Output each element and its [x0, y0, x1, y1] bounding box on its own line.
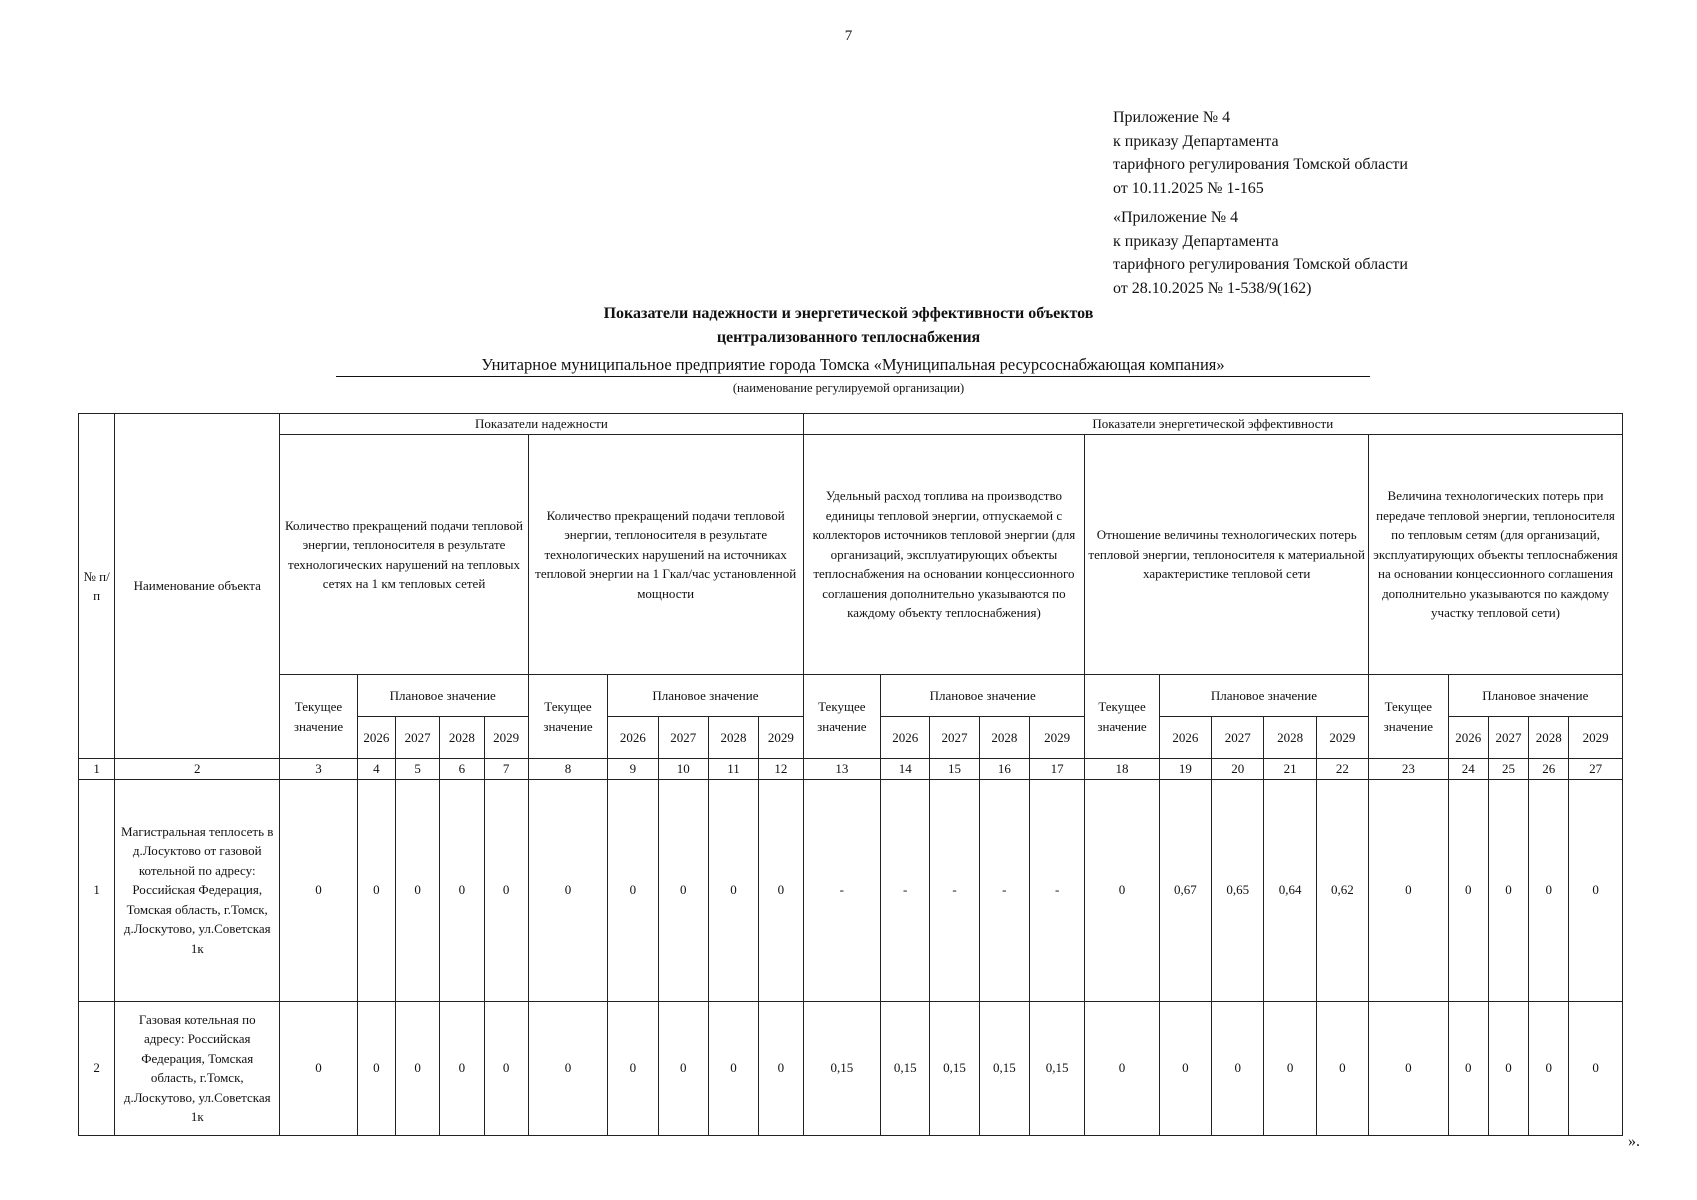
value-cell: 0,15 — [803, 1001, 880, 1135]
indicator-header: Удельный расход топлива на производство единицы тепловой энергии, отпускаемой с коллекторов источников тепловой энергии (для организаций, эксплуатирующих объекты теплоснабжения на основании концессионного соглашения дополнительно указываются по каждому объекту теплоснабжения) — [803, 435, 1085, 675]
column-number-cell: 23 — [1369, 759, 1448, 780]
year-header: 2027 — [1488, 717, 1528, 759]
value-cell: - — [979, 779, 1029, 1001]
column-number-cell: 13 — [803, 759, 880, 780]
column-number-cell: 6 — [440, 759, 484, 780]
column-number-cell: 11 — [708, 759, 758, 780]
header-reliability-group: Показатели надежности — [280, 414, 803, 435]
appendix-line: к приказу Департамента — [1113, 132, 1279, 150]
column-number-cell: 22 — [1316, 759, 1368, 780]
column-number-cell: 24 — [1448, 759, 1488, 780]
closing-quote: ». — [1628, 1133, 1640, 1150]
value-cell: 0 — [1369, 1001, 1448, 1135]
indicator-header: Количество прекращений подачи тепловой энергии, теплоносителя в результате технологических нарушений на источниках тепловой энергии на 1 Гкал/час установленной мощности — [528, 435, 803, 675]
appendix-current — [1113, 106, 1513, 200]
current-value-header: Текущее значение — [528, 675, 607, 759]
year-header: 2029 — [1029, 717, 1084, 759]
column-number-cell: 7 — [484, 759, 528, 780]
value-cell: 0 — [528, 1001, 607, 1135]
value-cell: 0 — [484, 779, 528, 1001]
value-cell: 0 — [1488, 779, 1528, 1001]
document-title: Показатели надежности и энергетической эффективности объектов — [603, 305, 1094, 322]
column-number-cell: 21 — [1264, 759, 1316, 780]
row-number: 2 — [79, 1001, 115, 1135]
value-cell: 0 — [1488, 1001, 1528, 1135]
indicator-header: Величина технологических потерь при передаче тепловой энергии, теплоносителя по тепловым сетям (для организаций, эксплуатирующих объекты теплоснабжения на основании концессионного соглашения дополнительно указываются по каждому участку тепловой сети) — [1369, 435, 1623, 675]
year-header: 2029 — [1569, 717, 1623, 759]
value-cell: 0 — [484, 1001, 528, 1135]
value-cell: 0 — [1529, 779, 1569, 1001]
column-number-cell: 27 — [1569, 759, 1623, 780]
header-object-name: Наименование объекта — [115, 414, 280, 759]
column-number-cell: 20 — [1212, 759, 1264, 780]
value-cell: 0 — [395, 779, 439, 1001]
value-cell: 0 — [1569, 1001, 1623, 1135]
value-cell: 0 — [759, 779, 803, 1001]
value-cell: 0 — [1448, 1001, 1488, 1135]
value-cell: 0 — [1316, 1001, 1368, 1135]
column-number-cell: 12 — [759, 759, 803, 780]
value-cell: 0 — [1264, 1001, 1316, 1135]
value-cell: 0 — [440, 779, 484, 1001]
value-cell: 0,15 — [930, 1001, 979, 1135]
year-header: 2026 — [1159, 717, 1211, 759]
current-value-header: Текущее значение — [1085, 675, 1159, 759]
column-number-cell: 5 — [395, 759, 439, 780]
value-cell: 0,15 — [1029, 1001, 1084, 1135]
value-cell: 0 — [608, 1001, 658, 1135]
value-cell: - — [1029, 779, 1084, 1001]
year-header: 2029 — [1316, 717, 1368, 759]
column-number-cell: 8 — [528, 759, 607, 780]
column-number-cell: 9 — [608, 759, 658, 780]
current-value-header: Текущее значение — [803, 675, 880, 759]
appendix-line: «Приложение № 4 — [1113, 209, 1239, 226]
value-cell: 0 — [1159, 1001, 1211, 1135]
column-number-cell: 3 — [280, 759, 357, 780]
value-cell: - — [930, 779, 979, 1001]
year-header: 2026 — [881, 717, 930, 759]
column-number-cell: 18 — [1085, 759, 1159, 780]
column-number-cell: 19 — [1159, 759, 1211, 780]
column-number-cell: 17 — [1029, 759, 1084, 780]
object-name-cell: Газовая котельная по адресу: Российская Федерация, Томская область, г.Томск, д.Лоскутово, ул.Советская 1к — [115, 1001, 280, 1135]
value-cell: 0,15 — [881, 1001, 930, 1135]
value-cell: 0 — [280, 1001, 357, 1135]
value-cell: 0,15 — [979, 1001, 1029, 1135]
value-cell: 0 — [759, 1001, 803, 1135]
appendix-previous — [1113, 206, 1513, 300]
column-number-cell: 16 — [979, 759, 1029, 780]
appendix-line: к приказу Департамента — [1113, 232, 1279, 250]
planned-value-header: Плановое значение — [1448, 675, 1622, 717]
value-cell: 0 — [357, 1001, 395, 1135]
value-cell: 0 — [1212, 1001, 1264, 1135]
year-header: 2026 — [357, 717, 395, 759]
indicator-header: Количество прекращений подачи тепловой энергии, теплоносителя в результате технологических нарушений на тепловых сетях на 1 км тепловых сетей — [280, 435, 529, 675]
value-cell: 0 — [658, 779, 708, 1001]
year-header: 2027 — [1212, 717, 1264, 759]
value-cell: 0 — [1448, 779, 1488, 1001]
year-header: 2027 — [658, 717, 708, 759]
year-header: 2027 — [930, 717, 979, 759]
year-header: 2027 — [395, 717, 439, 759]
indicators-table — [78, 413, 1623, 1136]
planned-value-header: Плановое значение — [608, 675, 803, 717]
value-cell: 0 — [708, 1001, 758, 1135]
appendix-line: тарифного регулирования Томской области — [1113, 156, 1408, 173]
column-number-cell: 26 — [1529, 759, 1569, 780]
year-header: 2026 — [1448, 717, 1488, 759]
planned-value-header: Плановое значение — [881, 675, 1085, 717]
appendix-line: от 10.11.2025 № 1-165 — [1113, 179, 1264, 197]
current-value-header: Текущее значение — [1369, 675, 1448, 759]
value-cell: 0 — [1369, 779, 1448, 1001]
table-row — [79, 779, 1623, 1001]
year-header: 2026 — [608, 717, 658, 759]
value-cell: 0,65 — [1212, 779, 1264, 1001]
year-header: 2029 — [484, 717, 528, 759]
organization-name: Унитарное муниципальное предприятие города Томска «Муниципальная ресурсоснабжающая компания» — [336, 355, 1370, 377]
value-cell: 0 — [708, 779, 758, 1001]
value-cell: 0,62 — [1316, 779, 1368, 1001]
value-cell: 0 — [1085, 1001, 1159, 1135]
indicator-header: Отношение величины технологических потерь тепловой энергии, теплоносителя к материальной характеристике тепловой сети — [1085, 435, 1369, 675]
value-cell: 0 — [395, 1001, 439, 1135]
value-cell: - — [881, 779, 930, 1001]
value-cell: 0 — [1085, 779, 1159, 1001]
appendix-line: от 28.10.2025 № 1-538/9(162) — [1113, 279, 1312, 297]
page-number: 7 — [844, 28, 853, 44]
value-cell: 0 — [528, 779, 607, 1001]
column-number-cell: 14 — [881, 759, 930, 780]
column-number-cell: 4 — [357, 759, 395, 780]
year-header: 2028 — [979, 717, 1029, 759]
appendix-line: Приложение № 4 — [1113, 109, 1231, 126]
header-efficiency-group: Показатели энергетической эффективности — [803, 414, 1622, 435]
year-header: 2028 — [708, 717, 758, 759]
column-number-cell: 15 — [930, 759, 979, 780]
current-value-header: Текущее значение — [280, 675, 357, 759]
column-number-cell: 1 — [79, 759, 115, 780]
table-row — [79, 1001, 1623, 1135]
appendix-line: тарифного регулирования Томской области — [1113, 256, 1408, 273]
value-cell: 0 — [280, 779, 357, 1001]
organization-caption: (наименование регулируемой организации) — [732, 381, 965, 395]
value-cell: 0 — [1529, 1001, 1569, 1135]
value-cell: 0,64 — [1264, 779, 1316, 1001]
value-cell: 0 — [1569, 779, 1623, 1001]
row-number: 1 — [79, 779, 115, 1001]
value-cell: - — [803, 779, 880, 1001]
year-header: 2029 — [759, 717, 803, 759]
year-header: 2028 — [1264, 717, 1316, 759]
value-cell: 0 — [440, 1001, 484, 1135]
planned-value-header: Плановое значение — [1159, 675, 1368, 717]
document-title-line2: централизованного теплоснабжения — [716, 329, 981, 346]
year-header: 2028 — [1529, 717, 1569, 759]
value-cell: 0 — [658, 1001, 708, 1135]
column-number-cell: 25 — [1488, 759, 1528, 780]
column-number-cell: 10 — [658, 759, 708, 780]
planned-value-header: Плановое значение — [357, 675, 528, 717]
value-cell: 0 — [608, 779, 658, 1001]
year-header: 2028 — [440, 717, 484, 759]
header-number: № п/п — [79, 414, 115, 759]
object-name-cell: Магистральная теплосеть в д.Лосуктово от газовой котельной по адресу: Российская Федерация, Томская область, г.Томск, д.Лоскутово, ул.Советская 1к — [115, 779, 280, 1001]
value-cell: 0,67 — [1159, 779, 1211, 1001]
column-number-cell: 2 — [115, 759, 280, 780]
column-number-row — [79, 759, 1623, 780]
value-cell: 0 — [357, 779, 395, 1001]
